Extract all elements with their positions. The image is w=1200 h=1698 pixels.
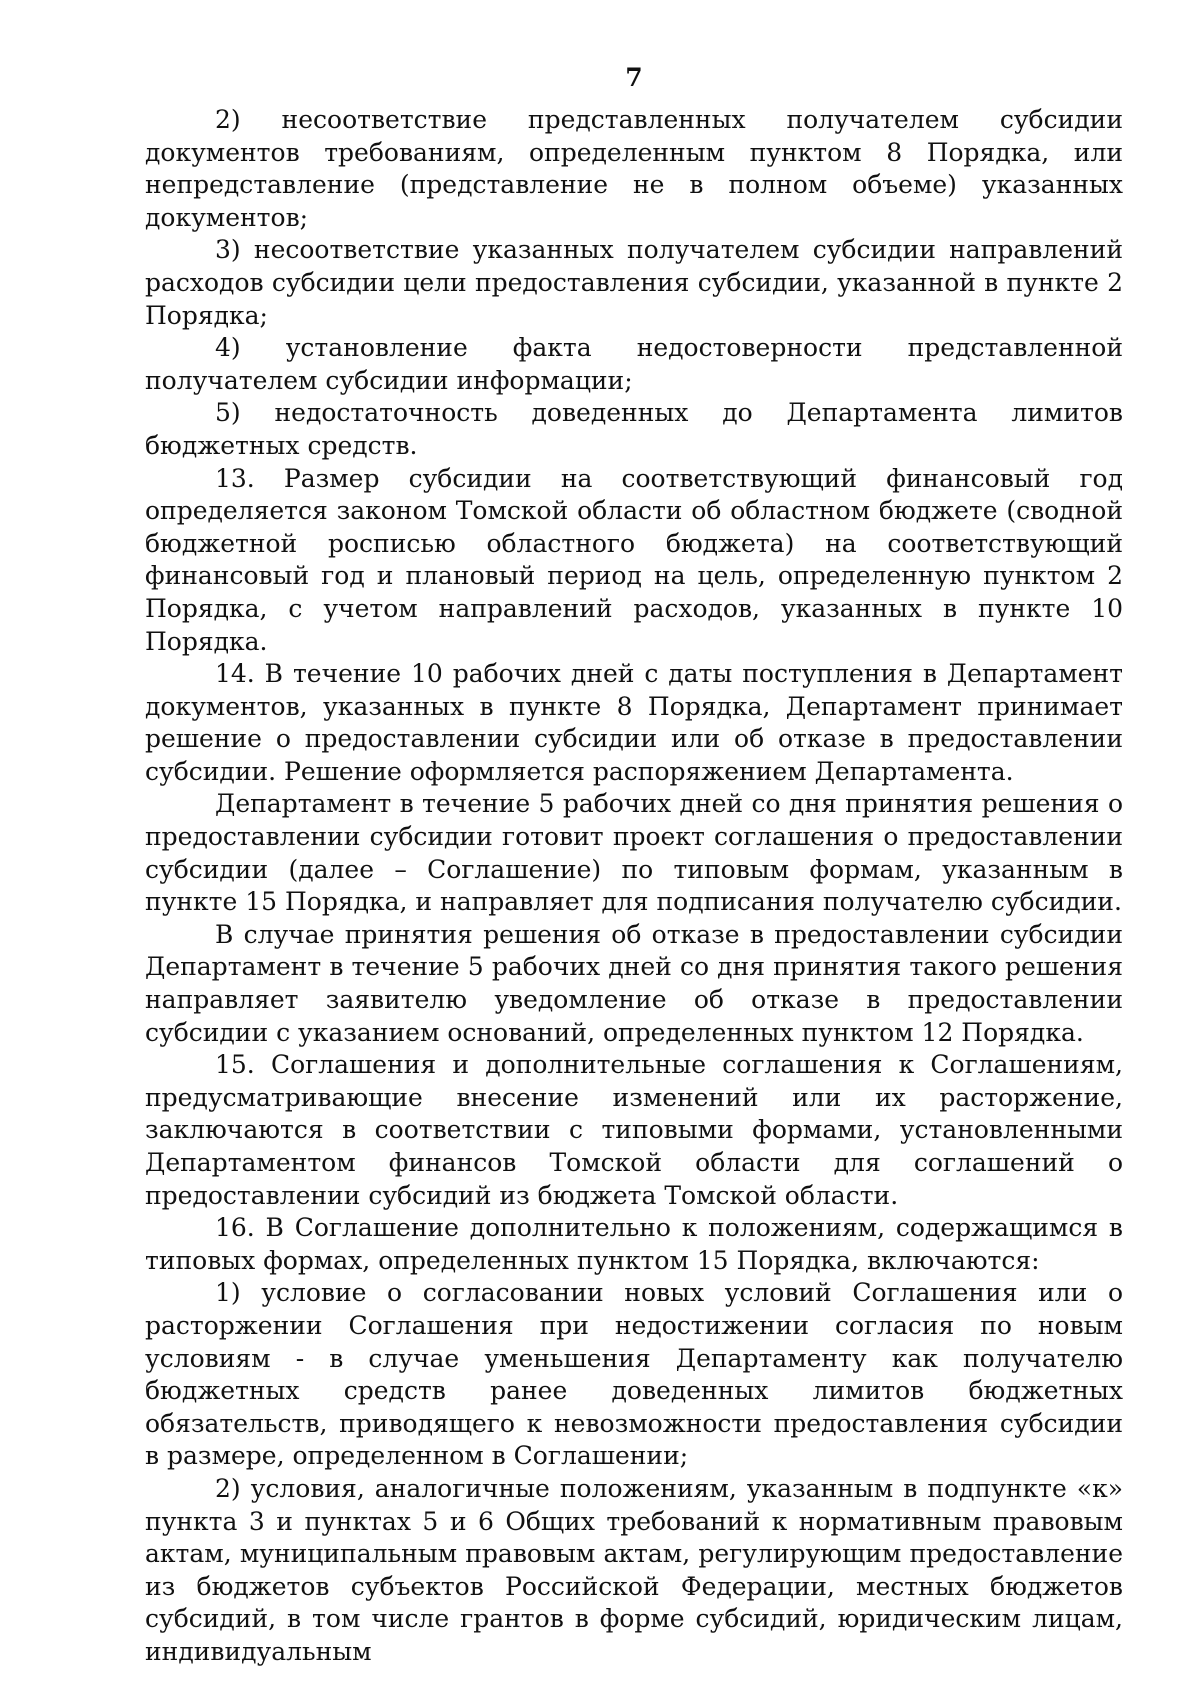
page-number: 7 (625, 63, 643, 92)
paragraph-14-department: Департамент в течение 5 рабочих дней со дня принятия решения о предоставлении субсидии готовит проект соглашения о предоставлении субсидии (далее – Соглашение) по типовым формам, указанным в пункте 15 Порядка, и направляет для подписания получателю субсидии. (145, 789, 1123, 917)
paragraph-item-4: 4) установление факта недостоверности представленной получателем субсидии информации; (145, 333, 1123, 395)
paragraph-item-2: 2) несоответствие представленных получателем субсидии документов требованиям, определенным пунктом 8 Порядка, или непредставление (представление не в полном объеме) указанных документов; (145, 105, 1123, 232)
paragraph-16-item-2: 2) условия, аналогичные положениям, указанным в подпункте «к» пункта 3 и пунктах 5 и 6 Общих требований к нормативным правовым актам, муниципальным правовым актам, регулирующим предоставление из бюджетов субъектов Российской Федерации, местных бюджетов субсидий, в том числе грантов в форме субсидий, юридическим лицам, индивидуальным (145, 1473, 1123, 1666)
paragraph-14-refusal: В случае принятия решения об отказе в предоставлении субсидии Департамент в течение 5 рабочих дней со дня принятия такого решения направляет заявителю уведомление об отказе в предоставлении субсидии с указанием оснований, определенных пунктом 12 Порядка. (145, 919, 1123, 1047)
paragraph-16: 16. В Соглашение дополнительно к положениям, содержащимся в типовых формах, определенных пунктом 15 Порядка, включаются: (145, 1213, 1123, 1275)
paragraph-15: 15. Соглашения и дополнительные соглашения к Соглашениям, предусматривающие внесение изменений или их расторжение, заключаются в соответствии с типовыми формами, установленными Департаментом финансов Томской области для соглашений о предоставлении субсидий из бюджета Томской области. (145, 1050, 1123, 1210)
paragraph-item-5: 5) недостаточность доведенных до Департамента лимитов бюджетных средств. (145, 398, 1123, 460)
paragraph-16-item-1: 1) условие о согласовании новых условий Соглашения или о расторжении Соглашения при недостижении согласия по новым условиям - в случае уменьшения Департаменту как получателю бюджетных средств ранее доведенных лимитов бюджетных обязательств, приводящего к невозможности предоставления субсидии в размере, определенном в Соглашении; (145, 1278, 1123, 1471)
paragraph-13: 13. Размер субсидии на соответствующий финансовый год определяется законом Томской области об областном бюджете (сводной бюджетной росписью областного бюджета) на соответствующий финансовый год и плановый период на цель, определенную пунктом 2 Порядка, с учетом направлений расходов, указанных в пункте 10 Порядка. (145, 463, 1123, 656)
paragraph-item-3: 3) несоответствие указанных получателем субсидии направлений расходов субсидии цели предоставления субсидии, указанной в пункте 2 Порядка; (145, 235, 1123, 330)
document-page (145, 62, 1123, 1669)
paragraph-14: 14. В течение 10 рабочих дней с даты поступления в Департамент документов, указанных в пункте 8 Порядка, Департамент принимает решение о предоставлении субсидии или об отказе в предоставлении субсидии. Решение оформляется распоряжением Департамента. (145, 659, 1123, 786)
